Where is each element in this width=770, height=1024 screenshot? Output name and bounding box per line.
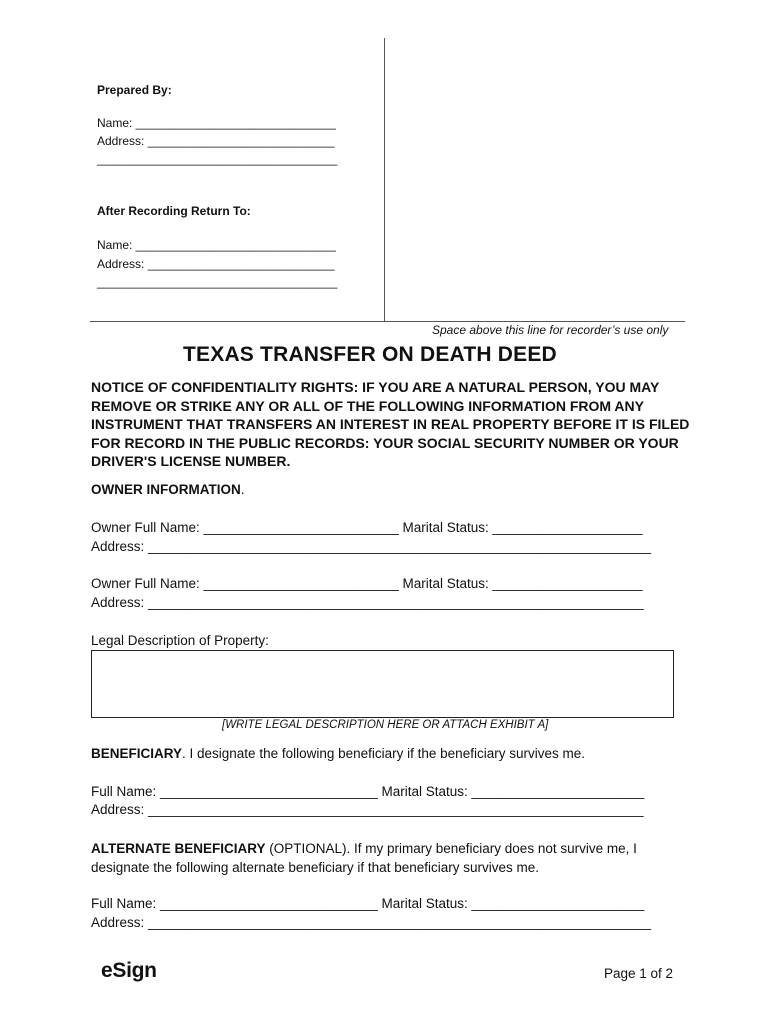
document-title: TEXAS TRANSFER ON DEATH DEED <box>183 343 557 366</box>
return-to-name-field[interactable]: Name: ______________________________ <box>97 238 336 252</box>
owner2-name-status-field[interactable]: Owner Full Name: __________________________ Marital Status: ____________________ <box>91 576 643 591</box>
confidentiality-notice: NOTICE OF CONFIDENTIALITY RIGHTS: IF YOU ARE A NATURAL PERSON, YOU MAY REMOVE OR STRIKE ANY OR ALL OF THE FOLLOWING INFORMATION FROM ANY INSTRUMENT THAT TRANSFERS AN INTEREST IN REAL PROPERTY BEFORE IT IS FILED FOR RECORD IN THE PUBLIC RECORDS: YOUR SOCIAL SECURITY NUMBER OR YOUR DRIVER'S LICENSE NUMBER. <box>91 379 690 470</box>
alternate-address-field[interactable]: Address: ___________________________________________________________________ <box>91 915 652 930</box>
prepared-by-name-field[interactable]: Name: ______________________________ <box>97 116 336 130</box>
owner-info-heading-text: OWNER INFORMATION <box>91 482 241 497</box>
return-to-label: After Recording Return To: <box>97 204 251 218</box>
owner1-address-field[interactable]: Address: ___________________________________________________________________ <box>91 539 652 554</box>
beneficiary-statement <box>91 746 585 761</box>
legal-description-label: Legal Description of Property: <box>91 633 269 648</box>
legal-description-box[interactable] <box>91 650 674 718</box>
owner1-name-status-field[interactable]: Owner Full Name: __________________________ Marital Status: ____________________ <box>91 520 643 535</box>
beneficiary-text: . I designate the following beneficiary if the beneficiary survives me. <box>182 746 585 761</box>
prepared-by-address-field[interactable]: Address: ____________________________ <box>97 134 335 148</box>
owner2-address-field[interactable]: Address: __________________________________________________________________ <box>91 595 644 610</box>
prepared-by-label: Prepared By: <box>97 83 172 97</box>
return-to-address-field[interactable]: Address: ____________________________ <box>97 257 335 271</box>
alternate-beneficiary-text: (OPTIONAL). If my primary beneficiary does not survive me, I designate the following alternate beneficiary if that beneficiary survives me. <box>91 841 637 875</box>
owner-info-heading-suffix: . <box>240 482 245 497</box>
recorder-divider-vertical <box>384 38 385 322</box>
alternate-name-status-field[interactable]: Full Name: _____________________________ Marital Status: _______________________ <box>91 896 645 911</box>
owner-info-heading <box>91 482 245 497</box>
recorder-space-note: Space above this line for recorder’s use only <box>432 323 669 337</box>
alternate-beneficiary-statement <box>91 839 691 877</box>
recorder-divider-horizontal <box>90 321 685 322</box>
page-number: Page 1 of 2 <box>604 966 674 981</box>
legal-description-caption: [WRITE LEGAL DESCRIPTION HERE OR ATTACH EXHIBIT A] <box>222 719 549 731</box>
beneficiary-heading: BENEFICIARY <box>91 746 183 761</box>
alternate-beneficiary-heading: ALTERNATE BENEFICIARY <box>91 841 266 856</box>
prepared-by-address-line2[interactable]: ____________________________________ <box>97 152 338 166</box>
return-to-address-line2[interactable]: ____________________________________ <box>97 275 338 289</box>
beneficiary-address-field[interactable]: Address: __________________________________________________________________ <box>91 802 644 817</box>
esign-logo: eSign <box>101 959 157 982</box>
beneficiary-name-status-field[interactable]: Full Name: _____________________________ Marital Status: _______________________ <box>91 784 645 799</box>
